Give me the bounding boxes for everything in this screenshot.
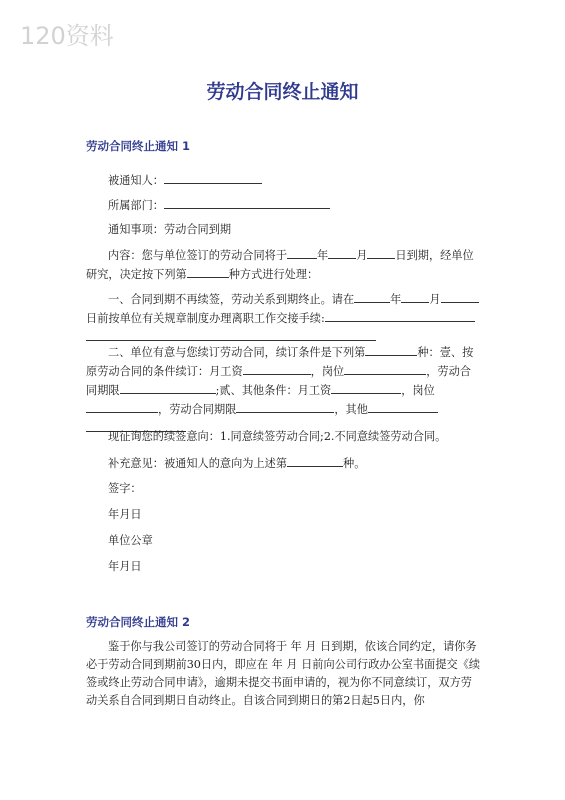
item-two-other-term-blank [236, 400, 334, 413]
recipient-label: 被通知人： [108, 174, 164, 187]
item-two-text: 二、单位有意与您续订劳动合同，续订条件是下列第 [108, 346, 366, 359]
intention-question: 现征询您的续签意向：1.同意续签劳动合同;2.不同意续签劳动合同。 [108, 430, 447, 443]
item-two-salary-blank [243, 362, 311, 375]
content-text: 内容：您与单位签订的劳动合同将于 [108, 249, 288, 262]
content-paragraph [86, 246, 481, 284]
supplement-line [86, 454, 481, 473]
supplement-text: 种。 [343, 457, 366, 470]
item-one-handover-blank-2 [86, 328, 376, 341]
item-one-paragraph [86, 290, 481, 347]
section-2-body: 鉴于你与我公司签订的劳动合同将于 年 月 日到期，依该合同约定，请你务必于劳动合同到期前30日内，即应在 年 月 日前向公司行政办公室书面提交《续签或终止劳动合同申请》，逾期未提交书面申请的，视为你不同意续订，双方劳动关系自合同到期日自动终止。自该合同到期日的第2日起5日内，你 [86, 640, 481, 707]
content-text: 种方式进行处理： [228, 268, 319, 281]
signature-date: 年月日 [108, 508, 142, 521]
item-two-text: ，岗位 [310, 365, 345, 378]
item-one-text: 一、合同到期不再续签，劳动关系到期终止。请在 [108, 293, 355, 306]
item-one-text: 日前按单位有关规章制度办理离职工作交接手续: [86, 312, 325, 325]
recipient-blank [164, 171, 262, 184]
item-one-handover-blank [325, 309, 475, 322]
item-two-other-position-blank [86, 400, 158, 413]
seal-date: 年月日 [108, 560, 142, 573]
department-blank [164, 196, 330, 209]
item-one-year-label: 年 [390, 293, 402, 306]
department-label: 所属部门： [108, 199, 164, 212]
content-text: 日到期，经单位研究，决定按下列第 [86, 249, 474, 281]
department-line [86, 196, 481, 215]
supplement-option-blank [287, 454, 343, 467]
item-two-text: ，其他 [334, 403, 368, 416]
item-one-month-blank [401, 290, 429, 303]
section-2-heading: 劳动合同终止通知 2 [86, 615, 191, 629]
content-month-blank [328, 246, 356, 259]
item-two-other-blank [368, 400, 438, 413]
unit-seal-label: 单位公章 [108, 534, 153, 547]
item-two-text: 种：壹、按原劳动合同的条件续订：月工资 [86, 346, 474, 378]
watermark: 120资料 [20, 22, 114, 50]
content-month-label: 月 [356, 249, 368, 262]
item-two-position-blank [344, 362, 426, 375]
signature-label: 签字： [108, 482, 142, 495]
item-one-year-blank [354, 290, 390, 303]
item-two-text: ，劳动合同期限 [158, 403, 237, 416]
item-two-text: ，劳动合同期限 [86, 365, 471, 397]
item-two-paragraph [86, 343, 481, 438]
content-year-label: 年 [317, 249, 329, 262]
section-1-heading: 劳动合同终止通知 1 [86, 139, 191, 153]
item-two-term-blank [120, 381, 216, 394]
content-day-blank [367, 246, 395, 259]
item-two-text: ;贰、其他条件：月工资 [215, 384, 332, 397]
item-two-option-blank [365, 343, 417, 356]
item-two-other-salary-blank [331, 381, 401, 394]
content-year-blank [287, 246, 317, 259]
item-one-month-label: 月 [429, 293, 441, 306]
page-title: 劳动合同终止通知 [206, 81, 359, 103]
recipient-line [86, 171, 481, 190]
notice-matter: 通知事项：劳动合同到期 [108, 223, 232, 236]
item-two-text: ，岗位 [401, 384, 435, 397]
content-option-blank [187, 265, 229, 278]
supplement-text: 补充意见：被通知人的意向为上述第 [108, 457, 288, 470]
item-one-day-blank [441, 290, 479, 303]
